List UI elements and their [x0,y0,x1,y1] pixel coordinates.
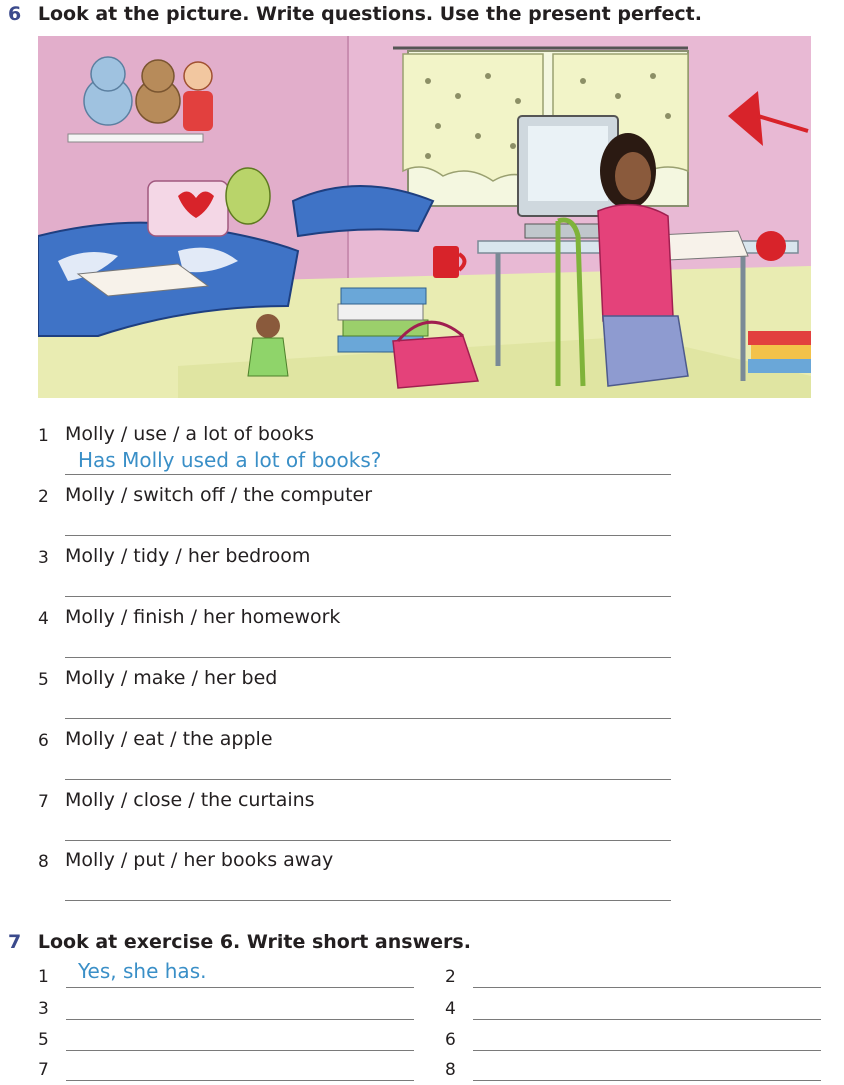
question-item-8 [38,849,678,912]
short-answer-item-5 [38,1028,418,1054]
question-prompt: Molly / tidy / her bedroom [65,545,311,567]
exercise-6-number: 6 [8,3,22,25]
question-item-6 [38,728,678,791]
answer-line[interactable] [65,900,671,901]
answer-line[interactable] [66,987,414,988]
answer-line[interactable] [65,657,671,658]
question-prompt: Molly / use / a lot of books [65,423,315,445]
answer-line[interactable] [473,987,821,988]
exercise-6-instruction: Look at the picture. Write questions. Use the present perfect. [37,3,702,25]
short-answer-number: 6 [445,1030,456,1050]
question-item-1 [38,423,678,486]
answer-line[interactable] [65,718,671,719]
answer-line[interactable] [473,1050,821,1051]
answer-line[interactable] [473,1019,821,1020]
exercise-7-number: 7 [8,931,22,953]
question-number: 1 [38,426,49,446]
answer-line[interactable] [66,1019,414,1020]
exercise-7-instruction: Look at exercise 6. Write short answers. [37,931,471,953]
question-number: 5 [38,670,49,690]
answer-line[interactable] [473,1080,821,1081]
short-answer-item-6 [445,1028,825,1054]
answer-line[interactable] [65,474,671,475]
question-item-2 [38,484,678,547]
question-prompt: Molly / switch off / the computer [65,484,373,506]
answer-line[interactable] [65,596,671,597]
short-answer-number: 5 [38,1030,49,1050]
short-answer-item-4 [445,997,825,1023]
question-number: 2 [38,487,49,507]
question-item-5 [38,667,678,730]
question-number: 6 [38,731,49,751]
short-answer-number: 3 [38,999,49,1019]
short-answer-item-2 [445,965,825,991]
question-number: 4 [38,609,49,629]
question-prompt: Molly / make / her bed [65,667,278,689]
answer-line[interactable] [65,779,671,780]
short-answer-item-7 [38,1058,418,1084]
short-answer-item-3 [38,997,418,1023]
short-answer-item-8 [445,1058,825,1084]
question-item-4 [38,606,678,669]
question-prompt: Molly / put / her books away [65,849,334,871]
short-answer-number: 8 [445,1060,456,1080]
bedroom-illustration [38,36,811,398]
question-prompt: Molly / finish / her homework [65,606,341,628]
question-answer[interactable]: Has Molly used a lot of books? [78,448,382,472]
question-number: 3 [38,548,49,568]
answer-line[interactable] [66,1050,414,1051]
short-answer-text[interactable]: Yes, she has. [78,959,207,983]
question-item-3 [38,545,678,608]
question-item-7 [38,789,678,852]
question-prompt: Molly / eat / the apple [65,728,273,750]
short-answer-number: 4 [445,999,456,1019]
question-prompt: Molly / close / the curtains [65,789,315,811]
short-answer-number: 7 [38,1060,49,1080]
answer-line[interactable] [66,1080,414,1081]
short-answer-number: 2 [445,967,456,987]
exercise-7-heading [8,931,471,953]
question-number: 8 [38,852,49,872]
answer-line[interactable] [65,535,671,536]
answer-line[interactable] [65,840,671,841]
short-answer-item-1 [38,959,418,991]
question-number: 7 [38,792,49,812]
exercise-6-heading [8,3,702,25]
short-answer-number: 1 [38,967,49,987]
